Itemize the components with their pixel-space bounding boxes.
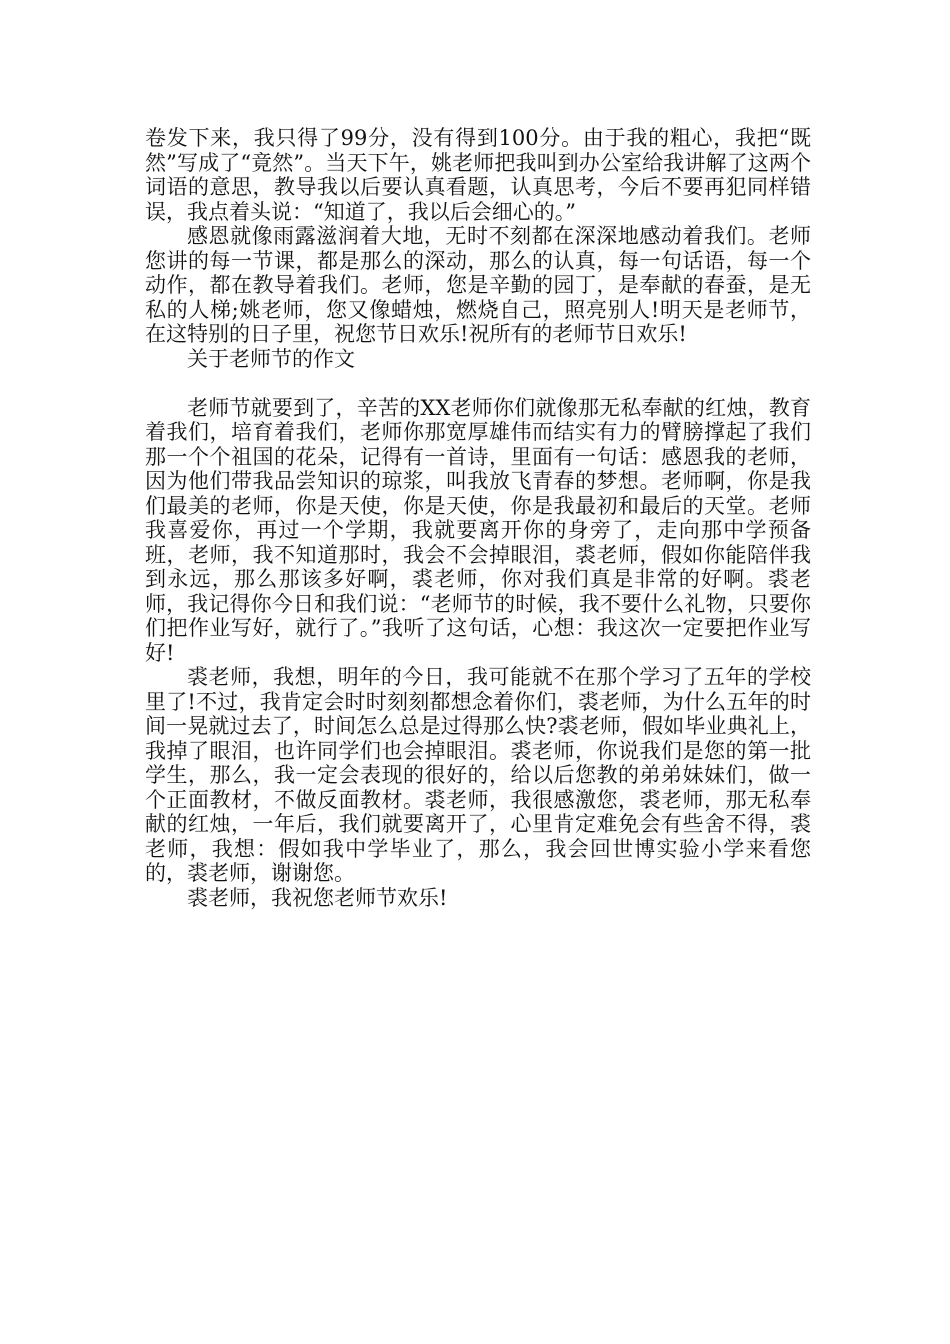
paragraph-gratitude: 感恩就像雨露滋润着大地，无时不刻都在深深地感动着我们。老师您讲的每一节课，都是那么的深动，那么的认真，每一句话语，每一个动作，都在教导着我们。老师，您是辛勤的园丁，是奉献的春蚕，是无私的人梯;姚老师，您又像蜡烛，燃烧自己，照亮别人!明天是老师节，在这特别的日子里，祝您节日欢乐!祝所有的老师节日欢乐!: [145, 224, 811, 346]
blank-line: [145, 371, 811, 396]
paragraph-closing: 裘老师，我祝您老师节欢乐!: [187, 885, 448, 910]
essay-title: 关于老师节的作文: [187, 346, 355, 371]
paragraph-next-year: 裘老师，我想，明年的今日，我可能就不在那个学习了五年的学校里了!不过，我肯定会时时刻刻都想念着你们，裘老师，为什么五年的时间一晃就过去了，时间怎么总是过得那么快?裘老师，假如毕业典礼上，我掉了眼泪，也许同学们也会掉眼泪。裘老师，你说我们是您的第一批学生，那么，我一定会表现的很好的，给以后您教的弟弟妹妹们，做一个正面教材，不做反面教材。裘老师，我很感激您，裘老师，那无私奉献的红烛，一年后，我们就要离开了，心里肯定难免会有些舍不得，裘老师，我想：假如我中学毕业了，那么，我会回世博实验小学来看您的，裘老师，谢谢您。: [145, 665, 811, 885]
paragraph-teachers-day: 老师节就要到了，辛苦的XX老师你们就像那无私奉献的红烛，教育着我们，培育着我们，老师你那宽厚雄伟而结实有力的臂膀撑起了我们那一个个祖国的花朵，记得有一首诗，里面有一句话：感恩我的老师，因为他们带我品尝知识的琼浆，叫我放飞青春的梦想。老师啊，你是我们最美的老师，你是天使，你是天使，你是我最初和最后的天堂。老师我喜爱你，再过一个学期，我就要离开你的身旁了，走向那中学预备班，老师，我不知道那时，我会不会掉眼泪，裘老师，假如你能陪伴我到永远，那么那该多好啊，裘老师，你对我们真是非常的好啊。裘老师，我记得你今日和我们说：“老师节的时候，我不要什么礼物，只要你们把作业写好，就行了。”我听了这句话，心想：我这次一定要把作业写好!: [145, 395, 811, 665]
paragraph-intro: 卷发下来，我只得了99分，没有得到100分。由于我的粗心，我把“既然”写成了“竟然”。当天下午，姚老师把我叫到办公室给我讲解了这两个词语的意思，教导我以后要认真看题，认真思考，今后不要再犯同样错误，我点着头说：“知道了，我以后会细心的。”: [145, 126, 811, 224]
document-body: [145, 126, 811, 910]
